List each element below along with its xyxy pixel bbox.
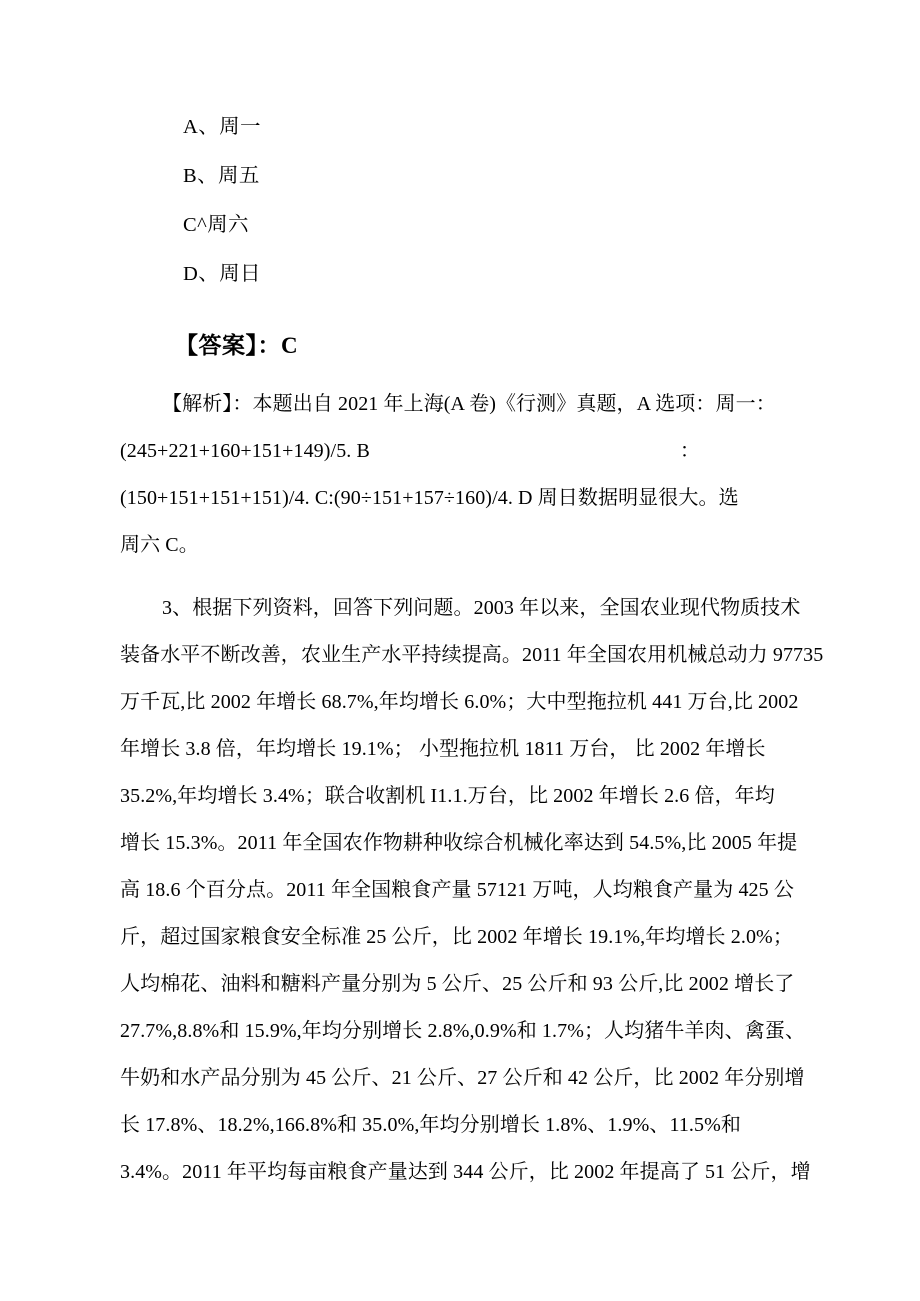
question-3-passage — [120, 585, 824, 1196]
passage-line-9: 人均棉花、油料和糖料产量分别为 5 公斤、25 公斤和 93 公斤,比 2002 增长了 — [120, 973, 795, 995]
passage-line-12: 长 17.8%、18.2%,166.8%和 35.0%,年均分别增长 1.8%、1.9%、11.5%和 — [120, 1114, 741, 1136]
option-d[interactable]: D、周日 — [183, 263, 261, 285]
option-a[interactable]: A、周一 — [183, 116, 261, 138]
explanation-line-3: (150+151+151+151)/4. C:(90÷151+157÷160)/4. D 周日数据明显很大。选 — [120, 487, 739, 509]
answer-options-list — [120, 103, 800, 299]
option-c[interactable]: C^周六 — [183, 214, 249, 236]
passage-line-11: 牛奶和水产品分别为 45 公斤、21 公斤、27 公斤和 42 公斤，比 2002 年分别增 — [120, 1067, 805, 1089]
passage-line-3: 万千瓦,比 2002 年增长 68.7%,年均增长 6.0%；大中型拖拉机 441 万台,比 2002 — [120, 691, 799, 713]
answer-heading: 【答案】：C — [175, 333, 299, 358]
explanation-line-4: 周六 C。 — [120, 534, 199, 556]
explanation-line-1: 【解析】：本题出自 2021 年上海(A 卷)《行测》真题，A 选项：周一： — [162, 393, 776, 415]
passage-line-2: 装备水平不断改善，农业生产水平持续提高。2011 年全国农用机械总动力 97735 — [120, 644, 824, 666]
passage-line-5: 35.2%,年均增长 3.4%；联合收割机 I1.1.万台，比 2002 年增长 2.6 倍，年均 — [120, 785, 775, 807]
explanation-line-2 — [120, 428, 800, 475]
page-content — [120, 0, 824, 1196]
option-b[interactable]: B、周五 — [183, 165, 260, 187]
passage-line-8: 斤，超过国家粮食安全标准 25 公斤，比 2002 年增长 19.1%,年均增长 2.0%； — [120, 926, 793, 948]
explanation-block — [120, 381, 800, 569]
passage-line-13: 3.4%。2011 年平均每亩粮食产量达到 344 公斤，比 2002 年提高了 51 公斤，增 — [120, 1161, 811, 1183]
passage-line-10: 27.7%,8.8%和 15.9%,年均分别增长 2.8%,0.9%和 1.7%；人均猪牛羊肉、禽蛋、 — [120, 1020, 806, 1042]
passage-line-7: 高 18.6 个百分点。2011 年全国粮食产量 57121 万吨，人均粮食产量为 425 公 — [120, 879, 794, 901]
passage-line-1: 3、根据下列资料，回答下列问题。2003 年以来，全国农业现代物质技术 — [162, 597, 801, 619]
passage-line-4: 年增长 3.8 倍，年均增长 19.1%； 小型拖拉机 1811 万台， 比 2002 年增长 — [120, 738, 766, 760]
explanation-line-2-text: (245+221+160+151+149)/5. B — [120, 440, 370, 462]
passage-line-6: 增长 15.3%。2011 年全国农作物耕种收综合机械化率达到 54.5%,比 2005 年提 — [120, 832, 798, 854]
stray-colon: ： — [679, 440, 700, 462]
